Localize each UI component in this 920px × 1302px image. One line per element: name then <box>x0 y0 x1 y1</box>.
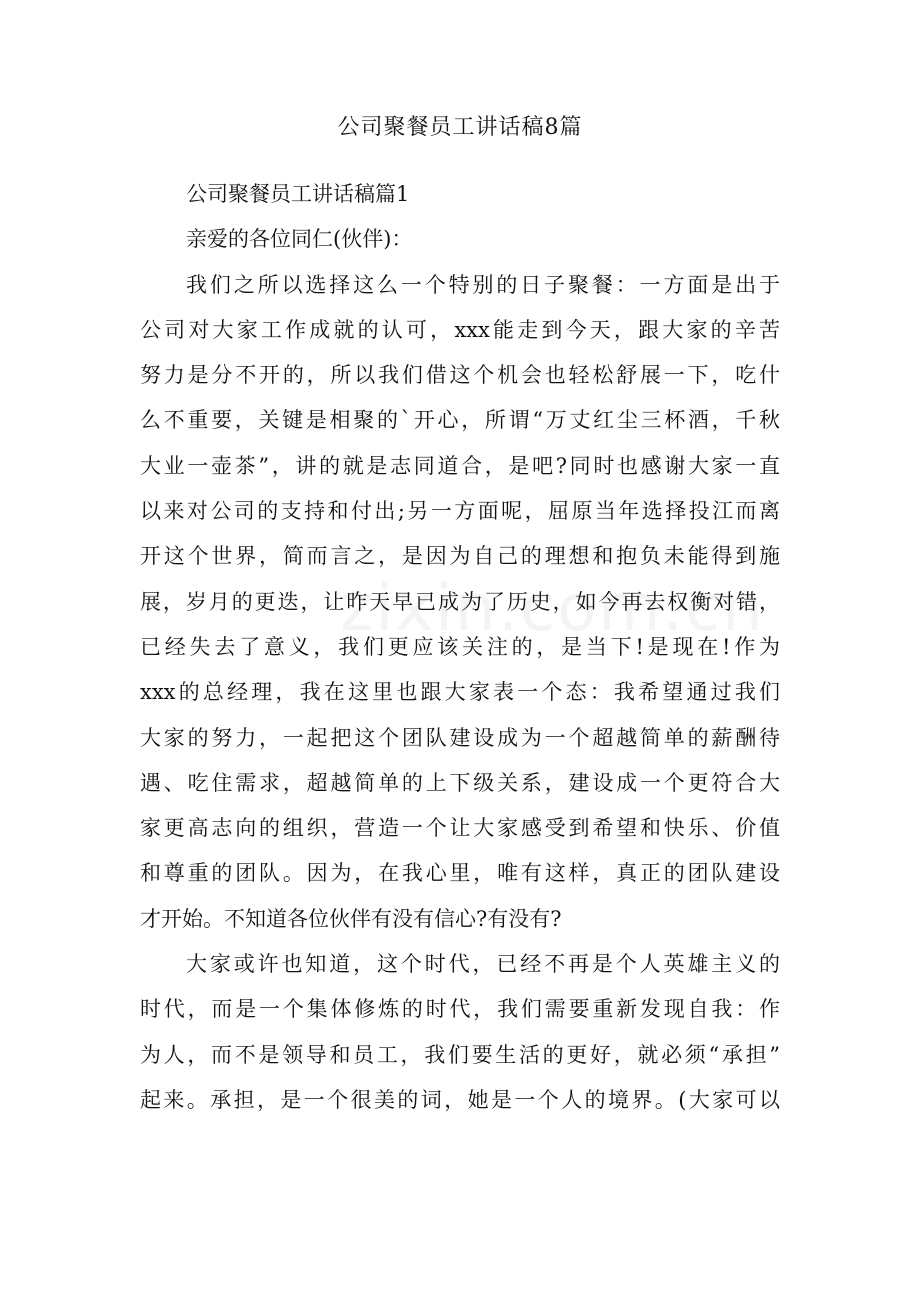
text-line: 才开始。不知道各位伙伴有没有信心?有没有? <box>140 906 562 931</box>
text-line: 为人，而不是领导和员工，我们要生活的更好，就必须“承担” <box>140 1042 780 1067</box>
text-line: 努力是分不开的，所以我们借这个机会也轻松舒展一下，吃什 <box>140 363 780 388</box>
text-line: 公司聚餐员工讲话稿篇1 <box>186 182 410 206</box>
document-title: 公司聚餐员工讲话稿8篇 <box>337 115 583 140</box>
text-line: 时代，而是一个集体修炼的时代，我们需要重新发现自我：作 <box>140 997 780 1022</box>
text-line: 么不重要，关键是相聚的`开心，所谓“万丈红尘三杯酒，千秋 <box>140 408 780 433</box>
text-line: 亲爱的各位同仁(伙伴)： <box>186 227 413 252</box>
text-line: 大业一壶茶”，讲的就是志同道合，是吧?同时也感谢大家一直 <box>140 453 780 478</box>
text-line: 起来。承担，是一个很美的词，她是一个人的境界。(大家可以 <box>140 1087 780 1112</box>
text-line: xxx的总经理，我在这里也跟大家表一个态：我希望通过我们 <box>140 680 780 705</box>
text-line: 以来对公司的支持和付出;另一方面呢，屈原当年选择投江而离 <box>140 499 780 524</box>
text-line: 我们之所以选择这么一个特别的日子聚餐：一方面是出于 <box>186 272 780 297</box>
text-line: 遇、吃住需求，超越简单的上下级关系，建设成一个更符合大 <box>140 770 780 795</box>
text-line: 家更高志向的组织，营造一个让大家感受到希望和快乐、价值 <box>140 816 780 841</box>
text-line: 已经失去了意义，我们更应该关注的，是当下!是现在!作为 <box>140 634 780 659</box>
text-line: 公司对大家工作成就的认可，xxx能走到今天，跟大家的辛苦 <box>140 317 780 342</box>
document-body <box>140 172 780 1123</box>
text-line: 展，岁月的更迭，让昨天早已成为了历史，如今再去权衡对错， <box>140 589 780 614</box>
text-line: 大家或许也知道，这个时代，已经不再是个人英雄主义的 <box>186 952 780 977</box>
text-line: 开这个世界，简而言之，是因为自己的理想和抱负未能得到施 <box>140 544 780 569</box>
text-line: 和尊重的团队。因为，在我心里，唯有这样，真正的团队建设 <box>140 861 780 886</box>
text-line: 大家的努力，一起把这个团队建设成为一个超越简单的薪酬待 <box>140 725 780 750</box>
